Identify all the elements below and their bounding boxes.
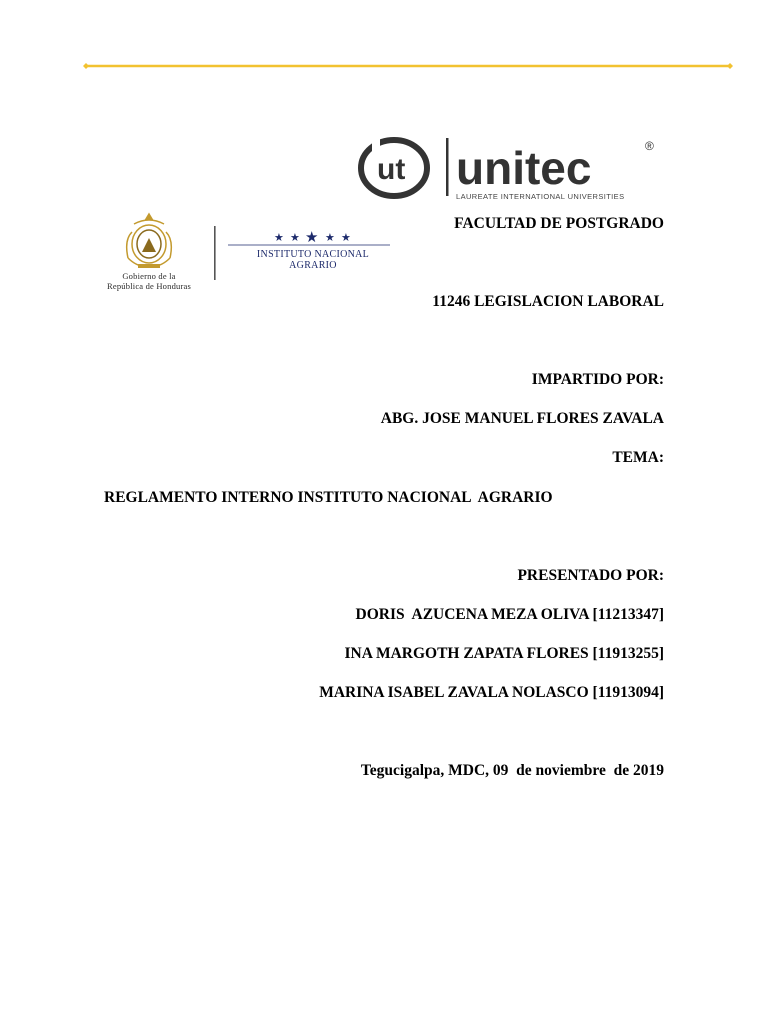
taught-by-label: IMPARTIDO POR: — [531, 371, 664, 388]
course-title: 11246 LEGISLACION LABORAL — [432, 293, 664, 310]
student-name: MARINA ISABEL ZAVALA NOLASCO [11913094] — [319, 684, 664, 701]
topic-label: TEMA: — [612, 449, 664, 466]
unitec-logo — [352, 132, 664, 204]
ina-logo-text — [228, 249, 398, 271]
place-date: Tegucigalpa, MDC, 09 de noviembre de 2019 — [360, 762, 664, 779]
svg-text:★: ★ — [341, 231, 351, 244]
ina-line2: AGRARIO — [289, 260, 337, 271]
faculty-heading: FACULTAD DE POSTGRADO — [454, 215, 664, 232]
gobierno-line1: Gobierno de la — [122, 271, 176, 281]
presented-by-label: PRESENTADO POR: — [517, 567, 664, 584]
gobierno-line2: República de Honduras — [107, 281, 191, 291]
decorative-rule — [83, 63, 733, 69]
unitec-tagline: LAUREATE INTERNATIONAL UNIVERSITIES — [456, 192, 625, 201]
student-name: INA MARGOTH ZAPATA FLORES [11913255] — [344, 645, 664, 662]
svg-text:★: ★ — [325, 231, 335, 244]
svg-text:★: ★ — [274, 231, 284, 244]
unitec-mark-text: ut — [377, 153, 406, 186]
topic-title: REGLAMENTO INTERNO INSTITUTO NACIONAL AGRARIO — [104, 489, 553, 506]
svg-text:★: ★ — [305, 228, 319, 246]
student-name: DORIS AZUCENA MEZA OLIVA [11213347] — [355, 606, 664, 623]
unitec-name-text: unitec — [456, 142, 592, 194]
ina-line1: INSTITUTO NACIONAL — [256, 249, 370, 260]
registered-mark: ® — [645, 139, 654, 153]
gobierno-logo-text — [88, 271, 210, 291]
svg-text:★: ★ — [290, 231, 300, 244]
teacher-name: ABG. JOSE MANUEL FLORES ZAVALA — [380, 410, 664, 427]
